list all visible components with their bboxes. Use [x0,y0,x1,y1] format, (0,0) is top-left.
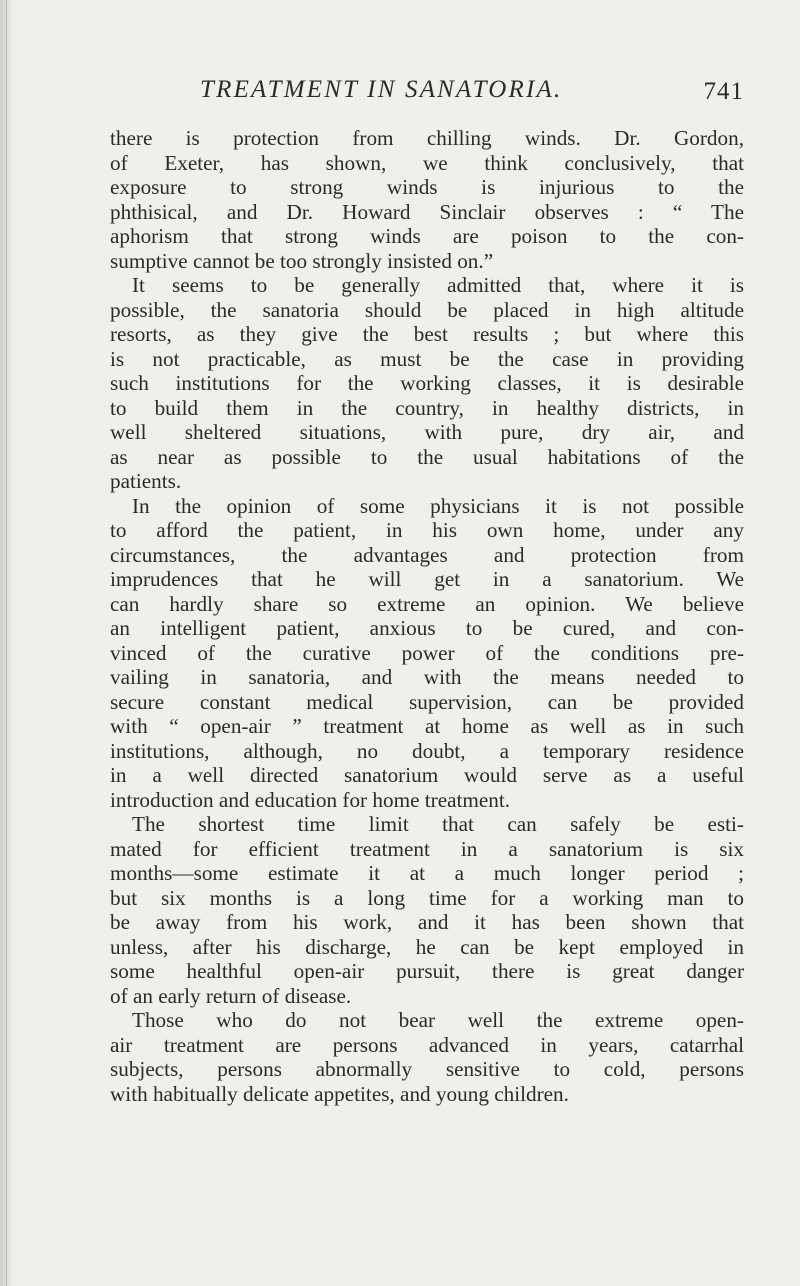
paragraph [110,812,744,1008]
text-line: can hardly share so extreme an opinion. We believe [110,591,744,616]
text-line: Those who do not bear well the extreme open- [132,1008,744,1032]
text-line: patients. [110,469,182,493]
text-line: but six months is a long time for a working man to [110,885,744,910]
text-line: resorts, as they give the best results ; but where this [110,322,744,346]
text-line: is not practicable, as must be the case in providing [110,346,744,371]
text-line: there is protection from chilling winds. Dr. Gordon, [110,126,744,150]
text-line: circumstances, the advantages and protection from [110,542,744,567]
text-line: some healthful open-air pursuit, there is great danger [110,959,744,983]
text-line: to afford the patient, in his own home, under any [110,518,744,542]
text-line: such institutions for the working classes, it is desirable [110,371,744,395]
text-line: with “ open-air ” treatment at home as well as in such [110,714,744,738]
text-line: mated for efficient treatment in a sanatorium is six [110,836,744,861]
text-line: exposure to strong winds is injurious to the [110,175,744,199]
text-line: possible, the sanatoria should be placed in high altitude [110,297,744,322]
text-line: imprudences that he will get in a sanatorium. We [110,567,744,591]
running-title: TREATMENT IN SANATORIA. [200,76,563,103]
page-binding-edge [0,0,14,1286]
text-line: an intelligent patient, anxious to be cured, and con- [110,616,744,640]
paragraph [110,126,744,273]
text-line: vailing in sanatoria, and with the means needed to [110,665,744,689]
text-line: It seems to be generally admitted that, where it is [132,273,744,297]
text-line: vinced of the curative power of the conditions pre- [110,640,744,665]
body-text [110,126,744,1106]
text-line: in a well directed sanatorium would serve as a useful [110,763,744,787]
text-line: sumptive cannot be too strongly insisted on.” [110,248,494,273]
text-line: well sheltered situations, with pure, dry air, and [110,420,744,444]
text-line: In the opinion of some physicians it is not possible [132,493,744,518]
paragraph [110,273,744,494]
page-header [110,70,744,110]
text-line: with habitually delicate appetites, and young children. [110,1081,569,1106]
paragraph [110,1008,744,1106]
text-line: as near as possible to the usual habitations of the [110,444,744,469]
text-line: of Exeter, has shown, we think conclusively, that [110,150,744,175]
page-number: 741 [703,78,744,105]
text-line: aphorism that strong winds are poison to the con- [110,224,744,248]
text-line: to build them in the country, in healthy districts, in [110,395,744,420]
text-line: introduction and education for home treatment. [110,787,511,812]
paragraph [110,494,744,813]
text-line: institutions, although, no doubt, a temporary residence [110,738,744,763]
text-line: months—some estimate it at a much longer period ; [110,861,744,885]
text-line: be away from his work, and it has been shown that [110,910,744,934]
text-line: air treatment are persons advanced in years, catarrhal [110,1032,744,1057]
text-line: secure constant medical supervision, can be provided [110,689,744,714]
text-line: phthisical, and Dr. Howard Sinclair observes : “ The [110,199,744,224]
page-binding-line [6,0,7,1286]
text-line: of an early return of disease. [110,983,352,1008]
text-line: unless, after his discharge, he can be kept employed in [110,934,744,959]
text-line: The shortest time limit that can safely be esti- [132,812,744,836]
text-line: subjects, persons abnormally sensitive to cold, persons [110,1057,744,1081]
